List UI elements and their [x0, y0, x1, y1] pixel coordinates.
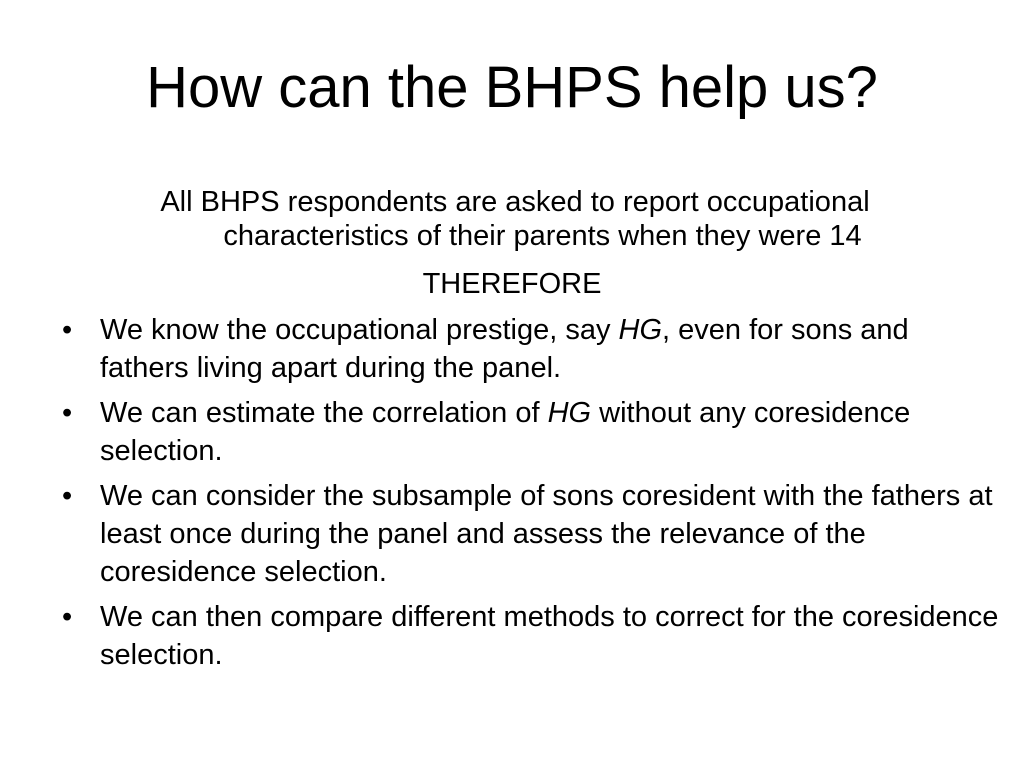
therefore-label: THEREFORE [422, 268, 602, 300]
bullet-emphasis: HG [547, 397, 592, 429]
bullet-dot-icon: • [62, 480, 73, 512]
bullet-item-subsample [0, 477, 1000, 591]
bullet-dot-icon: • [62, 397, 73, 429]
bullet-text: We can consider the subsample of sons coresident with the fathers at least once during the panel and assess the relevance of the coresidence selection. [100, 480, 993, 588]
bullet-text: We know the occupational prestige, say [100, 314, 619, 346]
bullet-text: We can then compare different methods to correct for the coresidence selection. [100, 601, 999, 671]
bullet-text: without any coresidence selection. [100, 397, 911, 467]
bullet-dot-icon: • [62, 314, 73, 346]
bullet-text: We can estimate the correlation of [100, 397, 548, 429]
bullet-list [0, 311, 1000, 681]
slide-title: How can the BHPS help us? [146, 55, 878, 120]
bullet-emphasis: HG [618, 314, 663, 346]
bullet-item-prestige [0, 311, 1000, 387]
bullet-text: , even for sons and fathers living apart during the panel. [100, 314, 909, 384]
bullet-item-compare [0, 598, 1000, 674]
intro-paragraph: All BHPS respondents are asked to report occupational characteristics of their parents when they were 14 [160, 186, 870, 252]
bullet-item-correlation [0, 394, 1000, 470]
bullet-dot-icon: • [62, 601, 73, 633]
